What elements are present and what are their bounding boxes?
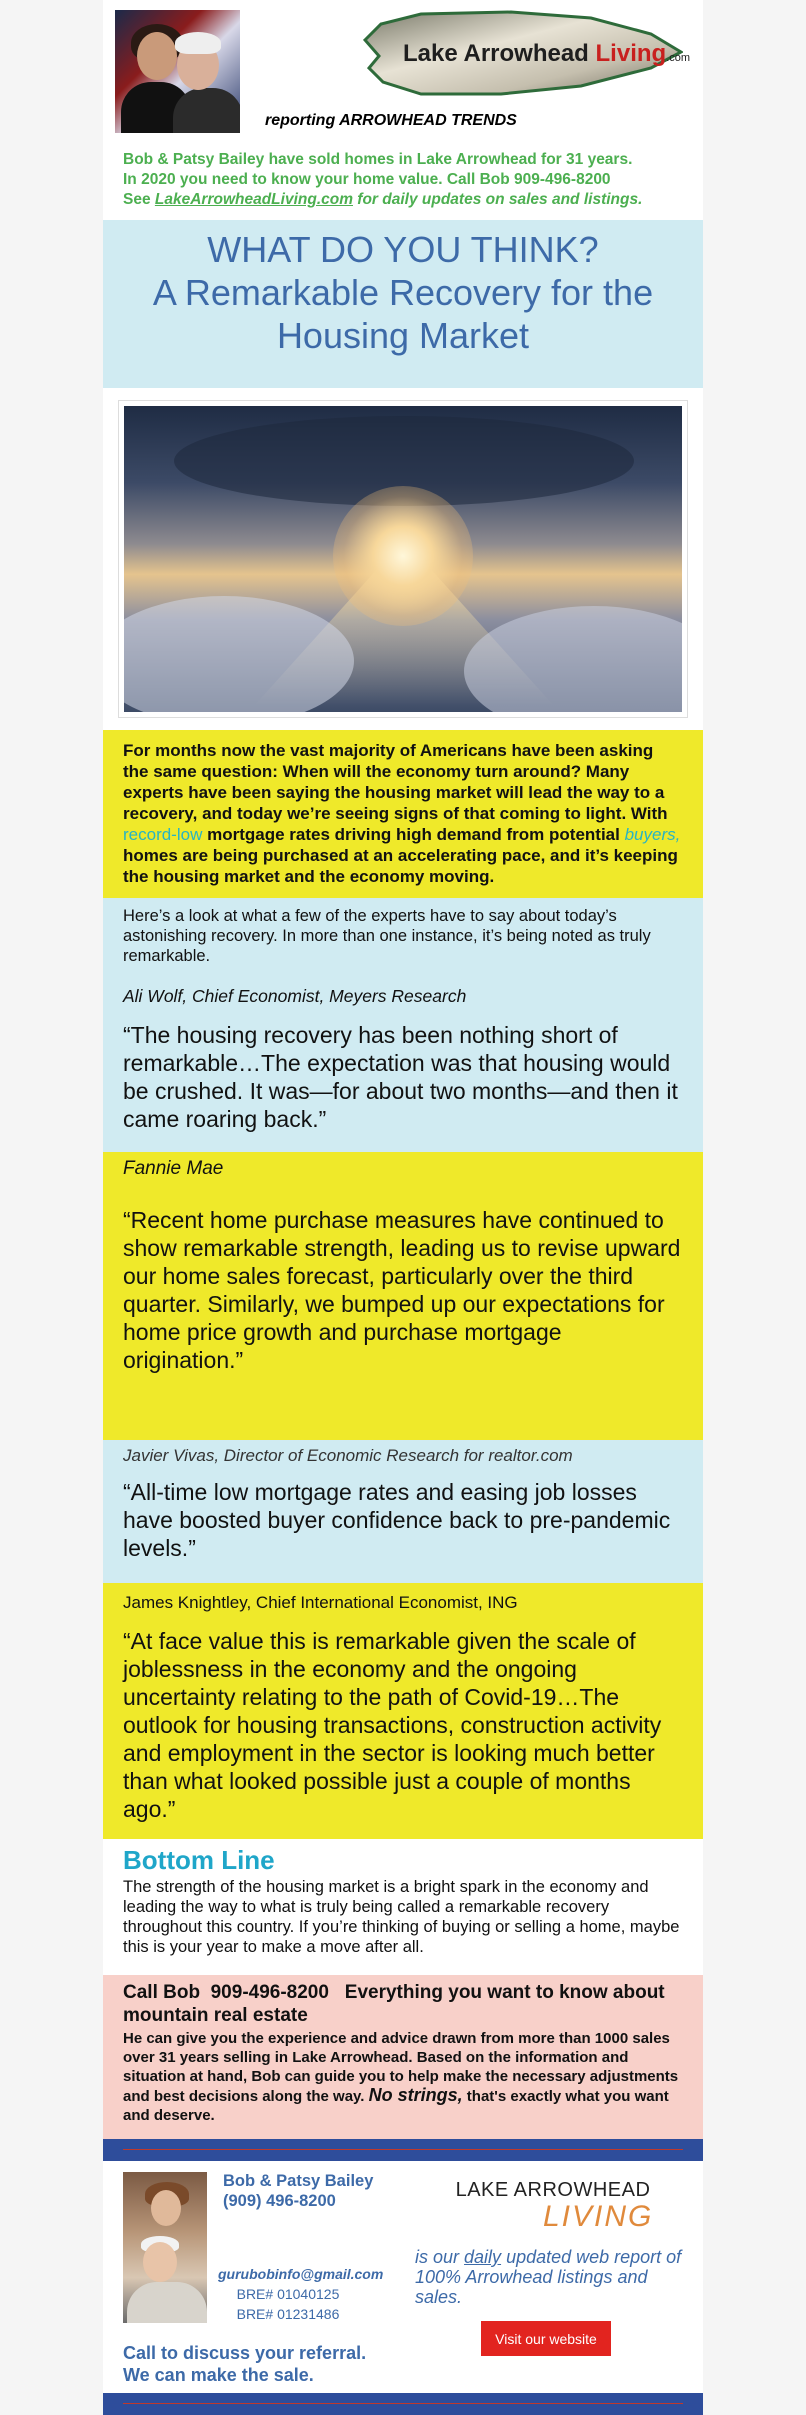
bottom-line-section xyxy=(103,1839,703,1975)
quote-attribution: Fannie Mae xyxy=(123,1158,224,1179)
quote-attribution: James Knightley, Chief International Economist, ING xyxy=(123,1593,518,1612)
agent-names: Bob & Patsy Bailey xyxy=(223,2172,374,2190)
expert-quote-2 xyxy=(103,1152,703,1440)
quote-text: “The housing recovery has been nothing short of remarkable…The expectation was that housing would be crushed. It was—for about two months—and then it came roaring back.” xyxy=(123,1022,678,1132)
bottom-bar xyxy=(103,2393,703,2415)
bre-license-2: BRE# 01231486 xyxy=(236,2306,340,2322)
intro-line-2: In 2020 you need to know your home value. Call Bob 909-496-8200 xyxy=(123,171,611,188)
quote-attribution: Javier Vivas, Director of Economic Research for realtor.com xyxy=(123,1446,573,1465)
divider-bar xyxy=(103,2139,703,2161)
referral-text: Call to discuss your referral. We can make the sale. xyxy=(123,2343,367,2385)
logo-wordmark: Lake Arrowhead Living.com xyxy=(403,40,691,67)
quote-attribution: Ali Wolf, Chief Economist, Meyers Research xyxy=(123,986,467,1006)
sky-sunburst-image xyxy=(124,406,682,712)
bre-license-1: BRE# 01040125 xyxy=(236,2286,340,2302)
footer-logo-bottom: LIVING xyxy=(543,2200,654,2233)
daily-report-text: is our daily updated web report of 100% Arrowhead listings and sales. xyxy=(415,2247,682,2307)
quote-text: “Recent home purchase measures have continued to show remarkable strength, leading us to revise upward our home sales forecast, particularly over the third quarter. Similarly, we bumped up our expectations for home price growth and purchase mortgage origination.” xyxy=(123,1207,681,1373)
bottom-line-text: The strength of the housing market is a bright spark in the economy and leading the way to what is truly being called a remarkable recovery throughout this country. If you’re thinking of buying or selling a home, maybe this is your year to make a move after all. xyxy=(123,1878,680,1956)
headline-title: A Remarkable Recovery for the Housing Market xyxy=(152,272,654,356)
agent-phone[interactable]: (909) 496-8200 xyxy=(223,2192,336,2210)
tagline: reporting ARROWHEAD TRENDS xyxy=(265,112,517,129)
call-body: He can give you the experience and advice drawn from more than 1000 sales over 31 years selling in Lake Arrowhead. Based on the information and situation at hand, Bob can guide you to help make the necessary adjustments and best decisions along the way. No strings, that's exactly what you want and deserve. xyxy=(123,2030,679,2124)
headline-banner xyxy=(103,220,703,388)
expert-quote-4 xyxy=(103,1583,703,1839)
quote-text: “All-time low mortgage rates and easing job losses have boosted buyer confidence back to pre-pandemic levels.” xyxy=(123,1479,671,1561)
email-container xyxy=(103,0,703,2415)
bottom-line-title: Bottom Line xyxy=(123,1845,275,1875)
buyers-link[interactable]: buyers, xyxy=(624,825,681,844)
experts-intro: Here’s a look at what a few of the experts have to say about today’s astonishing recovery. In more than one instance, it’s being noted as truly remarkable. xyxy=(123,907,651,965)
headline-question: WHAT DO YOU THINK? xyxy=(207,229,599,270)
intro-line-3: See LakeArrowheadLiving.com for daily updates on sales and listings. xyxy=(123,191,643,208)
call-headline: Call Bob 909-496-8200 Everything you want to know about mountain real estate xyxy=(123,1982,665,2026)
footer-logo-top: LAKE ARROWHEAD xyxy=(455,2179,651,2201)
expert-quote-3 xyxy=(103,1440,703,1583)
visit-website-button[interactable]: Visit our website xyxy=(481,2321,611,2356)
quote-text: “At face value this is remarkable given the scale of joblessness in the economy and the ongoing uncertainty relating to the path of Covid-19…The outlook for housing transactions, construction activity and employment in the sector is looking much better than what looked possible just a couple of months ago.” xyxy=(123,1628,662,1822)
record-low-link[interactable]: record-low xyxy=(123,825,203,844)
agents-photo xyxy=(115,10,240,133)
lead-paragraph: For months now the vast majority of Americans have been asking the same question: When will the economy turn around? Many experts have been saying the housing market will lead the way to a recovery, and today we’re seeing signs of that coming to light. With record-low mortgage rates driving high demand from potential buyers, homes are being purchased at an accelerating pace, and it’s keeping the housing market and the economy moving. xyxy=(103,730,703,898)
expert-quote-1 xyxy=(103,898,703,1152)
agent-photo xyxy=(123,2172,207,2323)
agent-email[interactable]: gurubobinfo@gmail.com xyxy=(218,2266,384,2282)
agent-contact xyxy=(223,2171,373,2211)
website-link[interactable]: LakeArrowheadLiving.com xyxy=(154,191,353,208)
intro-line-1: Bob & Patsy Bailey have sold homes in Lake Arrowhead for 31 years. xyxy=(123,151,633,168)
call-to-action xyxy=(103,1975,703,2139)
intro-text xyxy=(123,150,683,210)
agent-footer xyxy=(103,2161,703,2393)
agent-credentials xyxy=(218,2264,384,2324)
hero-image-frame xyxy=(118,400,688,718)
